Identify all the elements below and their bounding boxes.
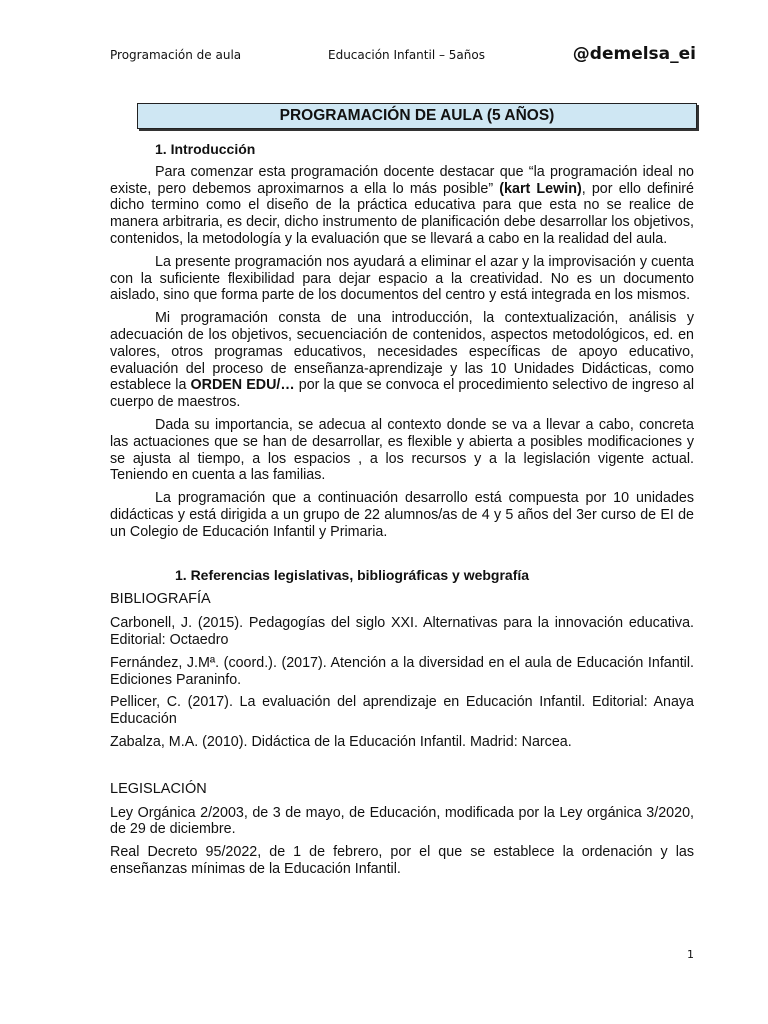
intro-paragraph-3 — [110, 310, 694, 411]
text-run: Mi programación consta de una introducción, la contextualización, análisis y adecuación de los objetivos, secuenciación de contenidos, aspectos metodológicos, ed. en valores, otros programas educativos, necesidades específicas de apoyo educativo, evaluación del proceso de enseñanza-aprendizaje y las 10 Unidades Didácticas, como establece la — [110, 310, 694, 394]
text-run: por la que se convoca el procedimiento selectivo de ingreso al cuerpo de maestros. — [110, 377, 695, 411]
legislation-entry: Ley Orgánica 2/2003, de 3 de mayo, de Educación, modificada por la Ley orgánica 3/2020, de 29 de diciembre. — [110, 804, 694, 838]
header-doc-title: Programación de aula — [110, 48, 242, 62]
legislation-entry: Real Decreto 95/2022, de 1 de febrero, por el que se establece la ordenación y las enseñanzas mínimas de la Educación Infantil. — [110, 844, 694, 877]
page-title: PROGRAMACIÓN DE AULA (5 AÑOS) — [137, 103, 697, 129]
author-citation: (kart Lewin) — [499, 180, 582, 197]
intro-paragraph-1 — [110, 164, 694, 248]
bibliography-entry: Fernández, J.Mª. (coord.). (2017). Atención a la diversidad en el aula de Educación Infantil. Ediciones Paraninfo. — [110, 654, 694, 688]
document-body — [110, 141, 694, 884]
header-course: Educación Infantil – 5años — [328, 48, 485, 62]
bibliography-entry: Carbonell, J. (2015). Pedagogías del siglo XXI. Alternativas para la innovación educativa. Editorial: Octaedro — [110, 615, 694, 648]
page-number: 1 — [687, 948, 694, 961]
header-handle: @demelsa_ei — [572, 44, 696, 64]
legislation-title: LEGISLACIÓN — [110, 780, 207, 797]
text-run: , por ello definiré dicho termino como el diseño de la práctica educativa para que esta no se realice de manera arbitraria, es decir, dicho instrumento de planificación debe desarrollar los objetivos, contenidos, la metodología y la evaluación que se llevará a cabo en la realidad del aula. — [110, 180, 695, 247]
text-run: Para comenzar esta programación docente destacar que “la programación ideal no existe, pero debemos aproximarnos a ella lo más posible” — [110, 163, 694, 197]
references-heading: 1. Referencias legislativas, bibliográficas y webgrafía — [175, 566, 530, 583]
bibliography-entry: Zabalza, M.A. (2010). Didáctica de la Educación Infantil. Madrid: Narcea. — [110, 733, 572, 750]
intro-paragraph-2: La presente programación nos ayudará a eliminar el azar y la improvisación y cuenta con la suficiente flexibilidad para dejar espacio a la creatividad. No es un documento aislado, sino que forma parte de los documentos del centro y está integrada en los mismos. — [110, 253, 694, 304]
bibliography-entry: Pellicer, C. (2017). La evaluación del aprendizaje en Educación Infantil. Editorial: Anaya Educación — [110, 694, 694, 728]
intro-paragraph-4: Dada su importancia, se adecua al contexto donde se va a llevar a cabo, concreta las actuaciones que se han de desarrollar, es flexible y abierta a posibles modificaciones y se ajusta al tiempo, a los espacios , a los recursos y a la legislación vigente actual. Teniendo en cuenta a las familias. — [110, 416, 694, 484]
order-reference: ORDEN EDU/… — [190, 377, 295, 394]
intro-paragraph-5: La programación que a continuación desarrollo está compuesta por 10 unidades didácticas y está dirigida a un grupo de 22 alumnos/as de 4 y 5 años del 3er curso de EI de un Colegio de Educación Infantil y Primaria. — [110, 490, 694, 540]
bibliography-title: BIBLIOGRAFÍA — [110, 591, 211, 608]
intro-heading: 1. Introducción — [155, 141, 256, 157]
